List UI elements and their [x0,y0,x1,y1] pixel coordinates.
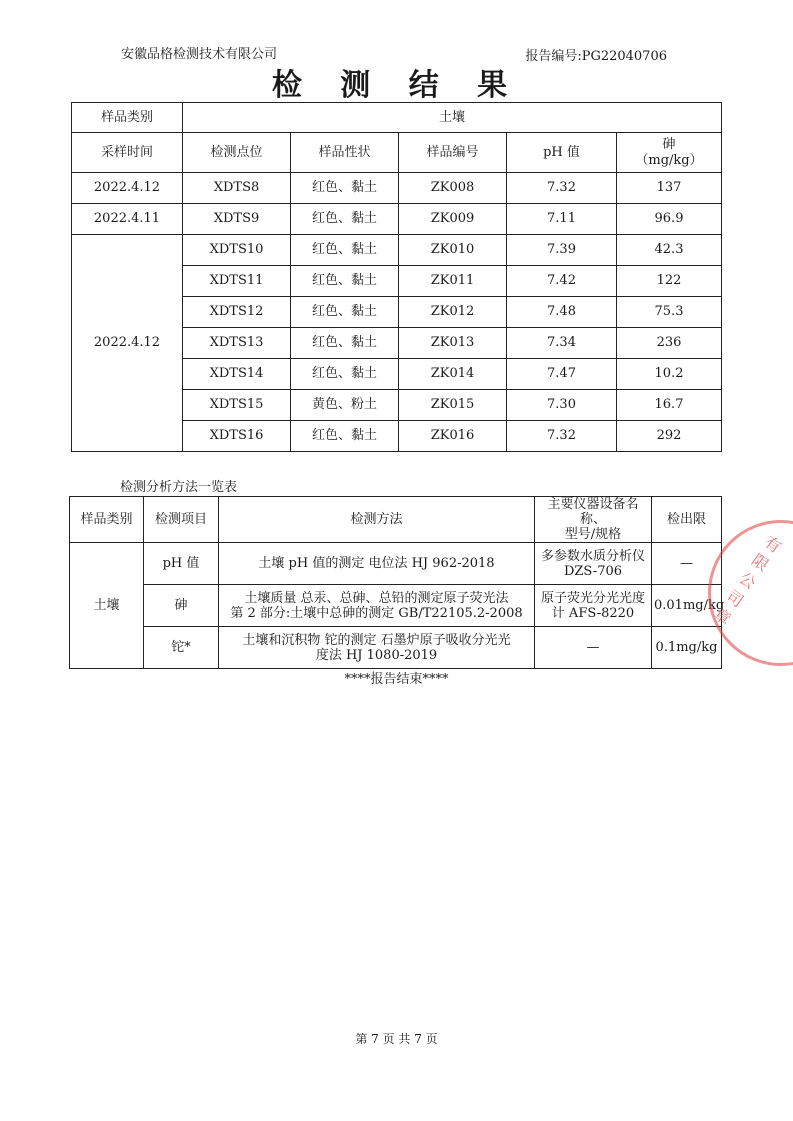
table-row [72,204,722,235]
cell-method [219,585,535,627]
cell-sample-no: ZK015 [399,390,507,421]
header-cell: 样品类别 [70,497,144,543]
header-cell-line: 型号/规格 [564,527,622,542]
header-cell [617,133,722,173]
seal-text: 有限公司章 [710,532,785,629]
header-cell: pH 值 [507,133,617,173]
page-number: 第 7 页 共 7 页 [355,1032,438,1046]
cell-nature: 红色、黏土 [291,297,399,328]
method-line: 度法 HJ 1080-2019 [315,647,438,663]
table-row [70,627,722,669]
cell-nature: 黄色、粉土 [291,390,399,421]
cell-limit: 0.1mg/kg [652,627,722,669]
cell-arsenic: 292 [617,421,722,452]
methods-table [69,496,725,669]
cell-sample-no: ZK013 [399,328,507,359]
cell-instrument [535,543,652,585]
method-line: 土壤和沉积物 铊的测定 石墨炉原子吸收分光光 [242,632,511,648]
cell-ph: 7.32 [507,421,617,452]
method-line: 土壤 pH 值的测定 电位法 HJ 962-2018 [258,556,495,571]
cell-arsenic: 137 [617,173,722,204]
cell-arsenic: 16.7 [617,390,722,421]
instrument-line: 原子荧光分光光度 [540,590,645,606]
cell-nature: 红色、黏土 [291,173,399,204]
report-end-text: ****报告结束**** [344,672,449,687]
header-cell: 样品类别 [72,103,183,133]
cell-nature: 红色、黏土 [291,235,399,266]
cell-ph: 7.48 [507,297,617,328]
cell-point: XDTS15 [183,390,291,421]
cell-sample-type: 土壤 [70,543,144,669]
cell-nature: 红色、黏土 [291,266,399,297]
cell-limit: — [652,543,722,585]
header-cell: 检测方法 [219,497,535,543]
cell-point: XDTS10 [183,235,291,266]
header-cell-line: （mg/kg） [635,152,703,168]
table-row [72,133,722,173]
sample-type-value: 土壤 [183,103,722,133]
method-line: 第 2 部分:土壤中总砷的测定 GB/T22105.2-2008 [230,605,523,621]
cell-instrument: — [535,627,652,669]
cell-point: XDTS14 [183,359,291,390]
header-cell: 采样时间 [72,133,183,173]
page-title: 检 测 结 果 [271,68,522,103]
cell-limit: 0.01mg/kg [652,585,722,627]
method-line: 土壤质量 总汞、总砷、总铅的测定原子荧光法 [244,590,509,606]
header-cell-line: 主要仪器设备名称、 [547,497,639,527]
cell-arsenic: 122 [617,266,722,297]
cell-point: XDTS11 [183,266,291,297]
cell-ph: 7.32 [507,173,617,204]
cell-ph: 7.39 [507,235,617,266]
cell-arsenic: 75.3 [617,297,722,328]
cell-sample-no: ZK014 [399,359,507,390]
cell-method [219,543,535,585]
methods-caption: 检测分析方法一览表 [120,480,238,495]
cell-item: 砷 [144,585,219,627]
header-cell-line: 砷 [662,136,676,152]
cell-arsenic: 10.2 [617,359,722,390]
cell-sample-no: ZK016 [399,421,507,452]
cell-ph: 7.42 [507,266,617,297]
table-row [72,235,722,266]
cell-arsenic: 96.9 [617,204,722,235]
cell-point: XDTS9 [183,204,291,235]
table-row [72,103,722,133]
cell-date: 2022.4.12 [72,235,183,452]
cell-ph: 7.30 [507,390,617,421]
header-cell: 检测点位 [183,133,291,173]
header-cell: 检测项目 [144,497,219,543]
company-name: 安徽品格检测技术有限公司 [121,47,278,62]
cell-sample-no: ZK009 [399,204,507,235]
cell-nature: 红色、黏土 [291,359,399,390]
cell-arsenic: 236 [617,328,722,359]
cell-arsenic: 42.3 [617,235,722,266]
header-cell [535,497,652,543]
cell-sample-no: ZK010 [399,235,507,266]
table-row [72,173,722,204]
instrument-line: 多参数水质分析仪 [540,548,645,564]
header-cell: 样品编号 [399,133,507,173]
cell-method [219,627,535,669]
table-row [70,543,722,585]
results-table [71,102,722,452]
cell-item: 铊* [144,627,219,669]
header-cell: 样品性状 [291,133,399,173]
cell-instrument [535,585,652,627]
table-row [70,585,722,627]
cell-point: XDTS13 [183,328,291,359]
cell-date: 2022.4.12 [72,173,183,204]
cell-point: XDTS8 [183,173,291,204]
cell-nature: 红色、黏土 [291,204,399,235]
header-cell: 检出限 [652,497,722,543]
cell-item: pH 值 [144,543,219,585]
instrument-line: DZS-706 [563,563,623,579]
cell-point: XDTS12 [183,297,291,328]
cell-sample-no: ZK008 [399,173,507,204]
instrument-line: 计 AFS-8220 [551,605,635,621]
report-number: 报告编号:PG22040706 [525,49,667,64]
cell-sample-no: ZK011 [399,266,507,297]
cell-nature: 红色、黏土 [291,421,399,452]
cell-date: 2022.4.11 [72,204,183,235]
cell-nature: 红色、黏土 [291,328,399,359]
cell-point: XDTS16 [183,421,291,452]
cell-sample-no: ZK012 [399,297,507,328]
cell-ph: 7.11 [507,204,617,235]
cell-ph: 7.34 [507,328,617,359]
cell-ph: 7.47 [507,359,617,390]
table-row [70,497,722,543]
